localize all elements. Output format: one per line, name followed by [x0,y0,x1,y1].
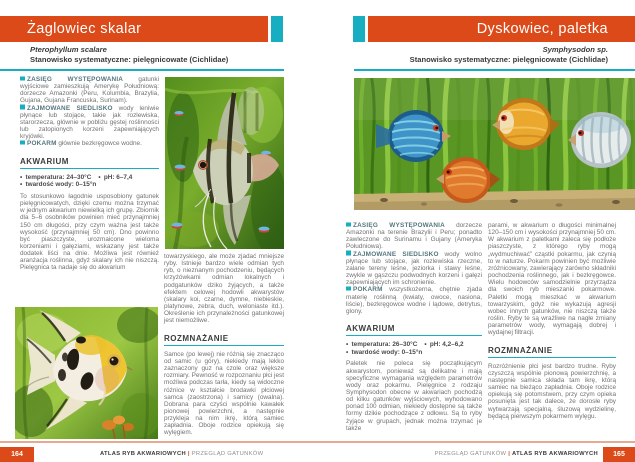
breeding-header: ROZMNAŻANIE [488,347,616,358]
bullet-square-icon [20,105,25,110]
right-outer-column [346,222,482,432]
breeding-paragraph: Samce (po lewej) nie różnią się znacząco od samic (u góry), niekiedy mają lekko zaznaczony guz na czole oraz większe rozmiary. Pewność w rozpoznaniu płci jest możliwa podczas tarła, kiedy są widoczne różnice w kształcie brodawki płciowej samca (zaostrzona) i samicy (owalna). Dobrana para czyści wspólnie kawałek pionowej powierzchni, a następnie przykleja na nim ikrę, którą samiec zapładnia. Oboje rodzice opiekują się wylęgiem. [164,350,284,437]
spec-temperature-value: temperatura: 24–30°C [25,173,92,181]
footer-running-title [435,447,598,462]
footer-rule [318,441,635,443]
footer-separator: | [187,451,190,457]
range-label: ZASIĘG WYSTĘPOWANIA [353,222,445,229]
spec-temperature [20,174,91,181]
footer-rule [0,441,318,443]
left-outer-column [20,76,159,272]
footer-separator: | [508,451,511,457]
right-page-title: Dyskowiec, paletka [476,21,608,37]
spec-ph-value: pH: 6–7,4 [103,173,133,181]
header-rule [354,69,635,71]
spec-ph-value: pH: 4,2–6,2 [429,341,464,349]
food-text: głównie bezkręgowce wodne. [58,140,142,148]
angelfish-photo [165,77,284,249]
taxonomy-line: Stanowisko systematyczne: pielęgnicowate (Cichlidae) [30,55,229,64]
habitat-text: wody leniwie płynące lub stojące, takie jak rozlewiska, starorzecza, głównie w pobliżu gęstej roślinności lub zatopionych korzeni zapewniających kryjówki. [20,104,159,141]
species-name: Symphysodon sp. [542,45,608,54]
left-footer [0,447,318,462]
spec-hardness-value: twardość wody: 0–15°n [351,348,423,356]
bullet-dot-icon: • [20,173,23,181]
left-title-bar [0,16,268,42]
range-paragraph [346,222,482,251]
header-accent-square [271,16,283,42]
bullet-dot-icon: • [98,173,101,181]
habitat-text: wody wolno płynące lub stojące, jak rozlewiska rzeczne, zalane tereny leśne, jeziorka i stawy leśne, zwykle w gąszczu podwodnych korzeni i gałęzi zapewniających im schronienie. [346,250,482,287]
right-species-block [348,45,608,65]
spec-temperature-value: temperatura: 26–30°C [351,341,418,349]
background-angelfish [238,87,264,135]
aquarium-specs [346,341,482,356]
footer-section-title: PRZEGLĄD GATUNKÓW [434,451,507,457]
bullet-square-icon [346,286,351,291]
angelfish-photo-image [165,77,284,249]
range-text: gatunki wyjściowe zamieszkują Amerykę Południową: dorzecze Amazonki (Peru, Kolumbia, Brazylia, Gujana, Gujana Francuska, Surinam). [20,76,160,105]
footer-running-title [100,447,263,462]
food-label: POKARM [27,140,57,148]
aquarium-header: AKWARIUM [20,158,159,169]
habitat-paragraph [346,251,482,287]
bullet-square-icon [20,76,25,81]
left-inner-column [164,253,284,437]
left-species-block [30,45,280,65]
left-page-title: Żaglowiec skalar [27,21,142,37]
aquarium-paragraph-1: Paletek nie poleca się początkującym akwarystom, ponieważ są delikatne i mają specyficzne wymagania względem parametrów wody oraz pokarmu. Pielęgnice z rodzaju Symphysodon obecne w akwariach pochodzą od kilku gatunków wyjściowych, wyhodowano ponad 100 odmian, niekiedy dostępne są także formy dzikie pochodzące z odłowu. Są to ryby żyjące w grupach, jednak można trzymać je także [346,360,482,432]
food-label: POKARM [353,286,383,294]
aquarium-paragraph-1: To stosunkowo łagodnie usposobiony gatunek pielęgnicowatych, dzięki czemu można trzymać w jednym akwarium niewielką ich grupę. Zbiornik dla 5–6 osobników powinien mieć przynajmniej 150 cm długości, przy czym ważna jest także wysokość (przynajmniej 50 cm). Dno powinno być piaszczyste, urozmaicone wieloma korzeniami i gałęziami, wskazany jest także dodatek liści na dnie. Możliwa jest również aranżacja roślinna, gdyż skalary ich nie niszczą. Pielęgnica ta nadaje się do akwarium [20,192,159,272]
koi-angelfish-photo [15,307,158,439]
aquarium-paragraph-2: towarzyskiego, ale może zjadać mniejsze ryby. Istnieje bardzo wiele odmian tych ryb, o nieznanym pochodzeniu, będących krzyżówkami odmian lokalnych i podgatunków dziko żyjących, a także efektem celowej hodowli akwarystów (skalary koi, czarne, dymne, niebieskie, platynowe, zebra, duch, weloniaste itd.). Określenie ich przynależności gatunkowej jest niemożliwe. [164,253,284,325]
spec-ph [424,341,463,348]
bullet-dot-icon: • [424,341,427,349]
header-accent-square [353,16,365,42]
bullet-dot-icon: • [346,348,349,356]
bullet-square-icon [20,140,25,145]
aquarium-specs [20,174,159,189]
spec-ph [98,174,132,181]
footer-book-title: ATLAS RYB AKWARIOWYCH [100,451,186,457]
discus-photo-image [354,78,635,210]
breeding-header: ROZMNAŻANIE [164,335,284,346]
species-name: Pterophyllum scalare [30,45,107,54]
food-text: wszystkożerna, chętnie zjada materię roślinną (kwiaty, owoce, nasiona, liście), bezkręgowce wodne i lądowe, detrytus, glony. [346,286,482,315]
page-right [318,0,635,462]
bullet-square-icon [346,222,351,227]
header-rule [0,69,284,71]
breeding-paragraph: Rozróżnienie płci jest bardzo trudne. Ryby czyszczą wspólnie pionową powierzchnię, a następnie samica składa tam ikrę, którą samiec na bieżąco zapładnia. Oboje rodzice opiekują się potomstwem, przy czym opieka posunięta jest tak dalece, że dorosłe ryby wytwarzają specjalną, śluzową wydzielinę, będącą pierwszym pokarmem wylęgu. [488,362,616,420]
right-inner-column [488,222,616,420]
footer-book-title: ATLAS RYB AKWARIOWYCH [512,451,598,457]
taxonomy-line: Stanowisko systematyczne: pielęgnicowate (Cichlidae) [409,55,608,64]
spec-hardness [346,349,422,356]
koi-angelfish-photo-image [15,307,158,439]
bullet-dot-icon: • [346,341,349,349]
habitat-paragraph [20,105,159,141]
footer-page-number: 164 [0,447,34,462]
bullet-square-icon [346,251,351,256]
habitat-label: ZAJMOWANE SIEDLISKO [353,250,439,258]
right-footer [318,447,635,462]
bullet-dot-icon: • [20,181,23,189]
footer-page-number: 165 [603,447,635,462]
range-label: ZASIĘG WYSTĘPOWANIA [27,76,124,83]
aquarium-header: AKWARIUM [346,325,482,336]
spec-hardness [20,181,96,188]
food-paragraph [20,140,159,147]
spec-temperature [346,341,417,348]
discus-photo [354,78,635,210]
range-text: dorzecze Amazonki na terenie Brazylii i Peru; ponadto zawleczone do Surinamu i Gujany (Ameryka Południowa). [346,222,482,251]
range-paragraph [20,76,159,105]
footer-section-title: PRZEGLĄD GATUNKÓW [191,451,264,457]
right-title-bar [368,16,635,42]
food-paragraph [346,286,482,315]
spec-hardness-value: twardość wody: 0–15°n [25,181,97,189]
habitat-label: ZAJMOWANE SIEDLISKO [27,104,113,112]
aquarium-paragraph-2: parami, w akwarium o długości minimalnej 120–150 cm i wysokości przynajmniej 50 cm. W akwarium z paletkami zaleca się podłoże piaszczyste, z którego ryby mogą „wydmuchiwać” cząstki pokarmu, jak czynią to w naturze. Pokarm powinien być możliwie zróżnicowany, zawierający zarówno składniki pochodzenia roślinnego, jak i bezkręgowce. Wielu hodowców samodzielnie przyrządza dla swoich ryb mieszanki pokarmowe. Paletki mogą mieszkać w akwarium towarzyskim, gdyż nie wykazują agresji wobec innych gatunków, nie niszczą także roślin. Ryby te są wrażliwe na nagłe zmiany parametrów wody, wymagają dobrej i wydajnej filtracji. [488,222,616,337]
